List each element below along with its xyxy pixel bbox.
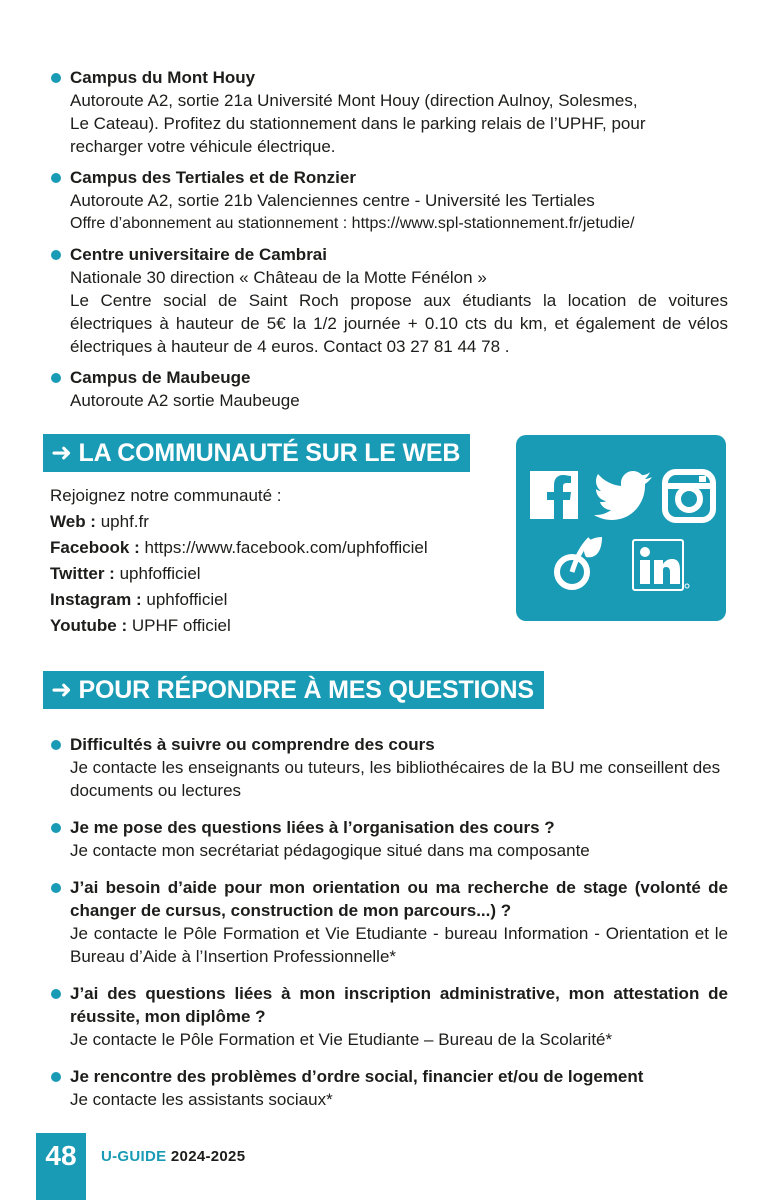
web-value[interactable]: https://www.facebook.com/uphfofficiel — [144, 538, 428, 557]
campus-title: Centre universitaire de Cambrai — [70, 245, 327, 264]
question-title: J’ai des questions liées à mon inscription administrative, mon attestation de réussite, mon diplôme ? — [70, 984, 728, 1026]
list-item — [50, 66, 728, 158]
web-value[interactable]: uphf.fr — [100, 512, 149, 531]
twitter-icon[interactable] — [594, 471, 654, 521]
bullet-icon — [51, 740, 61, 750]
bullet-icon — [51, 823, 61, 833]
campus-title: Campus des Tertiales et de Ronzier — [70, 168, 356, 187]
web-value: uphfofficiel — [146, 590, 228, 609]
list-item — [50, 733, 728, 802]
footer-brand: U-GUIDE — [101, 1148, 167, 1165]
web-section-header: ➜ LA COMMUNAUTÉ SUR LE WEB — [43, 434, 470, 472]
bullet-icon — [51, 373, 61, 383]
web-value: uphfofficiel — [119, 564, 201, 583]
web-value: UPHF officiel — [131, 616, 231, 635]
campus-line: Autoroute A2, sortie 21b Valenciennes centre - Université les Tertiales — [70, 191, 595, 210]
web-key: Twitter : — [50, 564, 115, 583]
questions-list — [50, 733, 728, 1125]
web-key: Youtube : — [50, 616, 128, 635]
question-answer: Je contacte le Pôle Formation et Vie Etudiante – Bureau de la Scolarité* — [70, 1030, 613, 1049]
instagram-icon[interactable] — [662, 469, 716, 523]
bullet-icon — [51, 250, 61, 260]
list-item — [50, 166, 728, 235]
web-key: Facebook : — [50, 538, 140, 557]
web-row — [50, 535, 500, 561]
campus-line: recharger votre véhicule électrique. — [70, 137, 336, 156]
web-row — [50, 587, 500, 613]
campus-list — [50, 66, 728, 420]
facebook-icon[interactable] — [528, 469, 580, 521]
bullet-icon — [51, 989, 61, 999]
list-item — [50, 1065, 728, 1111]
question-answer: Je contacte mon secrétariat pédagogique situé dans ma composante — [70, 841, 590, 860]
bullet-icon — [51, 883, 61, 893]
campus-line: Offre d’abonnement au stationnement : https://www.spl-stationnement.fr/jetudie/ — [70, 215, 635, 232]
question-title: Je rencontre des problèmes d’ordre social, financier et/ou de logement — [70, 1067, 644, 1086]
campus-line: Autoroute A2, sortie 21a Université Mont Houy (direction Aulnoy, Solesmes, — [70, 91, 638, 110]
question-title: Difficultés à suivre ou comprendre des cours — [70, 735, 435, 754]
campus-line: Nationale 30 direction « Château de la Motte Fénélon » — [70, 268, 487, 287]
list-item — [50, 876, 728, 968]
bullet-icon — [51, 73, 61, 83]
question-answer: Je contacte le Pôle Formation et Vie Etudiante - bureau Information - Orientation et le Bureau d’Aide à l’Insertion Professionnelle* — [70, 924, 728, 966]
bullet-icon — [51, 173, 61, 183]
web-community-block — [50, 483, 500, 639]
question-title: Je me pose des questions liées à l’organisation des cours ? — [70, 818, 555, 837]
viadeo-icon[interactable] — [550, 535, 604, 595]
list-item — [50, 243, 728, 358]
campus-line: Le Cateau). Profitez du stationnement dans le parking relais de l’UPHF, pour — [70, 114, 646, 133]
social-icons-tile — [516, 435, 726, 621]
campus-title: Campus du Mont Houy — [70, 68, 256, 87]
question-answer: Je contacte les assistants sociaux* — [70, 1090, 333, 1109]
web-intro: Rejoignez notre communauté : — [50, 486, 282, 505]
campus-title: Campus de Maubeuge — [70, 368, 251, 387]
bullet-icon — [51, 1072, 61, 1082]
web-row — [50, 509, 500, 535]
campus-paragraph: Le Centre social de Saint Roch propose aux étudiants la location de voitures électriques à hauteur de 5€ la 1/2 journée + 0.10 cts du km, et également de vélos électriques à hauteur de 4 euros. Contact 03 27 81 44 78 . — [70, 291, 728, 356]
footer-title — [101, 1148, 245, 1165]
question-answer: Je contacte les enseignants ou tuteurs, les bibliothécaires de la BU me conseillent des documents ou lectures — [70, 758, 721, 800]
list-item — [50, 366, 728, 412]
question-title: J’ai besoin d’aide pour mon orientation ou ma recherche de stage (volonté de changer de cursus, construction de mon parcours...) ? — [70, 878, 728, 920]
web-row — [50, 613, 500, 639]
campus-line: Autoroute A2 sortie Maubeuge — [70, 391, 300, 410]
linkedin-icon[interactable] — [632, 539, 690, 591]
list-item — [50, 816, 728, 862]
web-key: Web : — [50, 512, 96, 531]
list-item — [50, 982, 728, 1051]
questions-section-header: ➜ POUR RÉPONDRE À MES QUESTIONS — [43, 671, 544, 709]
footer-year: 2024-2025 — [170, 1148, 246, 1165]
web-key: Instagram : — [50, 590, 142, 609]
web-row — [50, 561, 500, 587]
page-number: 48 — [36, 1133, 86, 1200]
